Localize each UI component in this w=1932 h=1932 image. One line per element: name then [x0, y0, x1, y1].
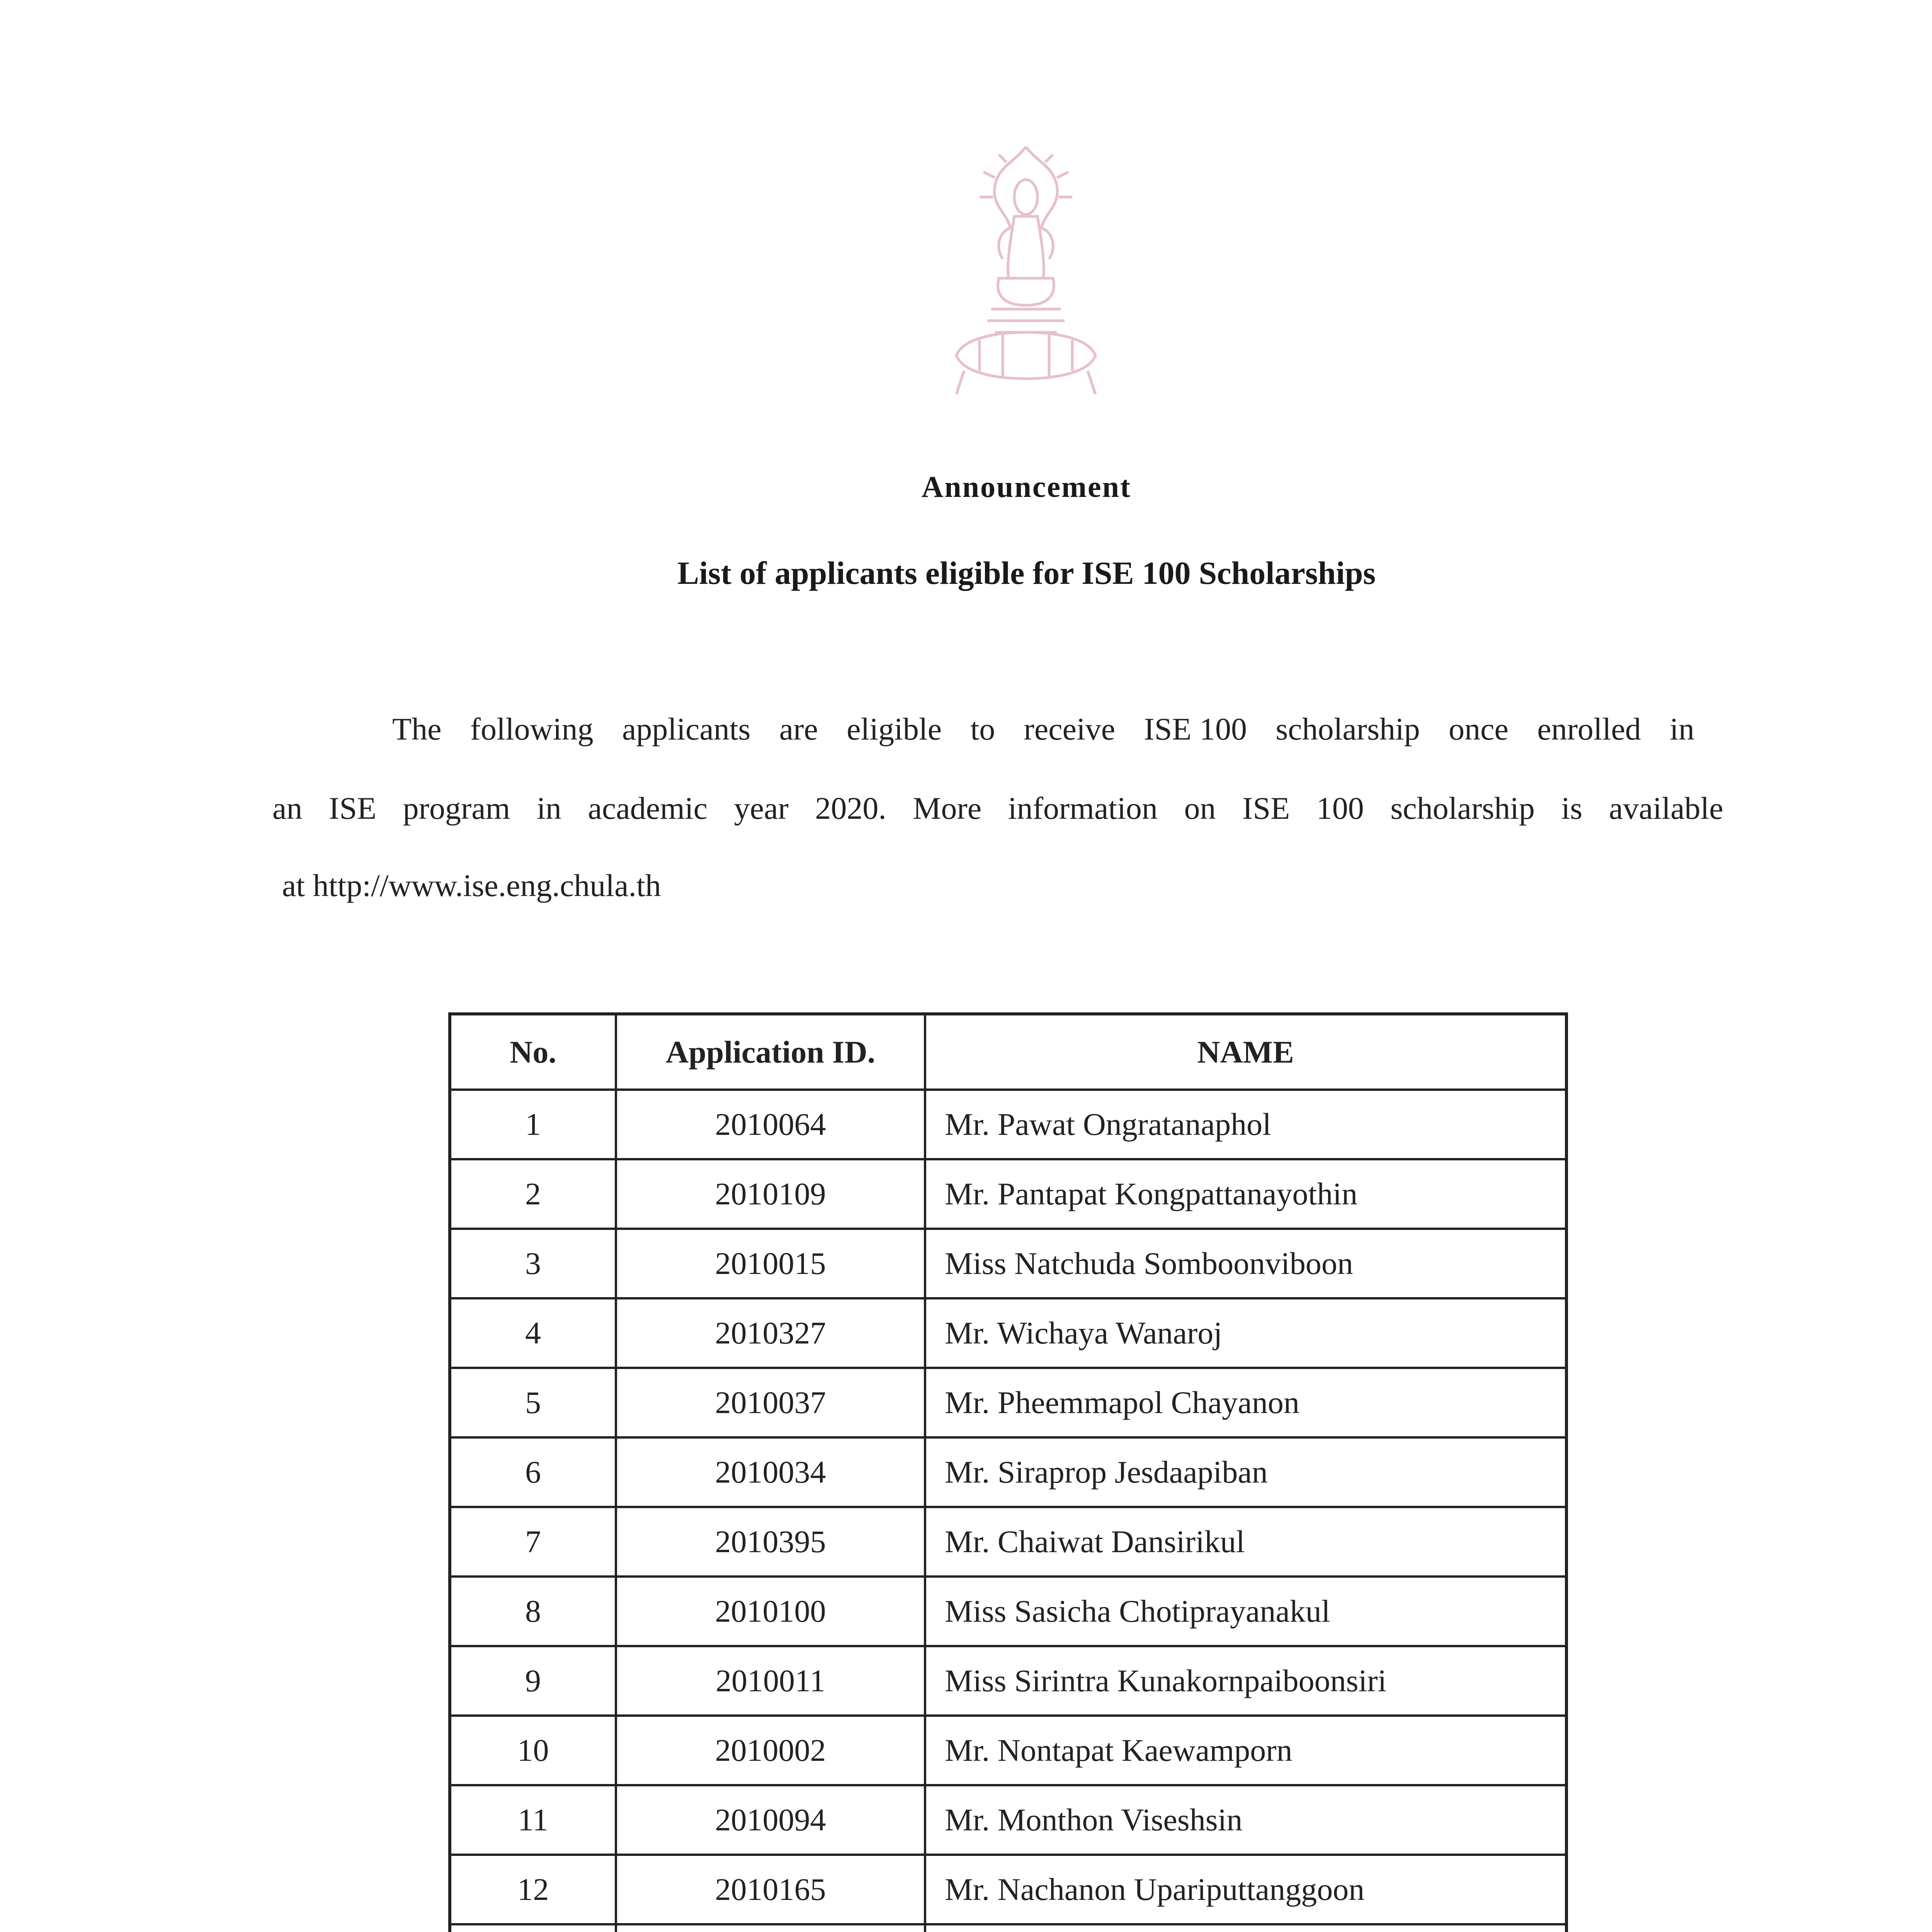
intro-word: ISE	[329, 791, 377, 826]
intro-word: enrolled	[1537, 711, 1641, 747]
table-row	[450, 1855, 1566, 1924]
column-header-name: NAME	[925, 1014, 1566, 1090]
intro-line-1	[392, 711, 1694, 747]
table-body	[450, 1090, 1566, 1932]
intro-line-3-url: at http://www.ise.eng.chula.th	[282, 868, 661, 903]
announcement-heading: Announcement	[921, 470, 1132, 503]
applicant-name: Miss Sirintra Kunakornpaiboonsiri	[925, 1646, 1566, 1716]
intro-word: available	[1609, 791, 1723, 826]
university-emblem-icon	[941, 139, 1111, 417]
intro-word: 100	[1316, 791, 1364, 826]
column-header-no: No.	[450, 1014, 616, 1090]
application-id: 2010094	[616, 1785, 925, 1855]
intro-word: The	[392, 711, 442, 747]
intro-word: in	[1670, 711, 1694, 747]
intro-word: following	[470, 711, 594, 747]
document-title: List of applicants eligible for ISE 100 Scholarships	[677, 555, 1376, 591]
row-number	[450, 1924, 616, 1932]
column-header-application-id: Application ID.	[616, 1014, 925, 1090]
table-row	[450, 1716, 1566, 1785]
row-number: 10	[450, 1716, 616, 1785]
intro-word: scholarship	[1276, 711, 1420, 747]
intro-line-2	[272, 790, 1723, 827]
application-id: 2010100	[616, 1577, 925, 1646]
applicant-name: Mr. Chaiwat Dansirikul	[925, 1507, 1566, 1577]
row-number: 5	[450, 1368, 616, 1437]
table-header-row	[450, 1014, 1566, 1090]
intro-word: once	[1449, 711, 1509, 747]
table-row	[450, 1507, 1566, 1577]
row-number: 8	[450, 1577, 616, 1646]
intro-word: academic	[588, 791, 708, 826]
row-number: 12	[450, 1855, 616, 1924]
applicant-name	[925, 1924, 1566, 1932]
row-number: 4	[450, 1298, 616, 1368]
applicant-name: Mr. Monthon Viseshsin	[925, 1785, 1566, 1855]
intro-word: 2020.	[815, 791, 886, 826]
applicant-name: Mr. Pantapat Kongpattanayothin	[925, 1159, 1566, 1229]
row-number: 11	[450, 1785, 616, 1855]
application-id: 2010165	[616, 1855, 925, 1924]
table-row	[450, 1090, 1566, 1159]
application-id: 2010015	[616, 1229, 925, 1298]
table-row	[450, 1577, 1566, 1646]
application-id	[616, 1924, 925, 1932]
intro-word: program	[403, 791, 510, 826]
application-id: 2010034	[616, 1437, 925, 1507]
row-number: 1	[450, 1090, 616, 1159]
intro-word: are	[779, 711, 818, 747]
table-row	[450, 1368, 1566, 1437]
intro-word: is	[1561, 791, 1583, 826]
intro-word: applicants	[622, 711, 751, 747]
table-row	[450, 1229, 1566, 1298]
table-row	[450, 1159, 1566, 1229]
intro-word: on	[1184, 791, 1216, 826]
table-row	[450, 1437, 1566, 1507]
table-row	[450, 1924, 1566, 1932]
application-id: 2010002	[616, 1716, 925, 1785]
table-row	[450, 1785, 1566, 1855]
intro-word: an	[272, 791, 303, 826]
intro-word: year	[734, 791, 789, 826]
applicant-name: Mr. Pheemmapol Chayanon	[925, 1368, 1566, 1437]
row-number: 6	[450, 1437, 616, 1507]
application-id: 2010109	[616, 1159, 925, 1229]
row-number: 2	[450, 1159, 616, 1229]
applicants-table	[448, 1012, 1568, 1932]
row-number: 9	[450, 1646, 616, 1716]
applicant-name: Miss Natchuda Somboonviboon	[925, 1229, 1566, 1298]
table-row	[450, 1298, 1566, 1368]
application-id: 2010011	[616, 1646, 925, 1716]
applicant-name: Mr. Nachanon Upariputtanggoon	[925, 1855, 1566, 1924]
applicant-name: Mr. Siraprop Jesdaapiban	[925, 1437, 1566, 1507]
applicant-name: Mr. Pawat Ongratanaphol	[925, 1090, 1566, 1159]
intro-word: eligible	[847, 711, 942, 747]
application-id: 2010064	[616, 1090, 925, 1159]
intro-word: receive	[1024, 711, 1116, 747]
table-row	[450, 1646, 1566, 1716]
intro-word: to	[970, 711, 995, 747]
applicant-name: Mr. Nontapat Kaewamporn	[925, 1716, 1566, 1785]
application-id: 2010327	[616, 1298, 925, 1368]
row-number: 3	[450, 1229, 616, 1298]
intro-word: information	[1008, 791, 1158, 826]
intro-word: ISE 100	[1144, 711, 1247, 747]
applicant-name: Mr. Wichaya Wanaroj	[925, 1298, 1566, 1368]
application-id: 2010395	[616, 1507, 925, 1577]
intro-word: More	[913, 791, 982, 826]
applicant-name: Miss Sasicha Chotiprayanakul	[925, 1577, 1566, 1646]
intro-word: scholarship	[1390, 791, 1535, 826]
intro-word: in	[537, 791, 561, 826]
row-number: 7	[450, 1507, 616, 1577]
intro-word: ISE	[1242, 791, 1290, 826]
application-id: 2010037	[616, 1368, 925, 1437]
